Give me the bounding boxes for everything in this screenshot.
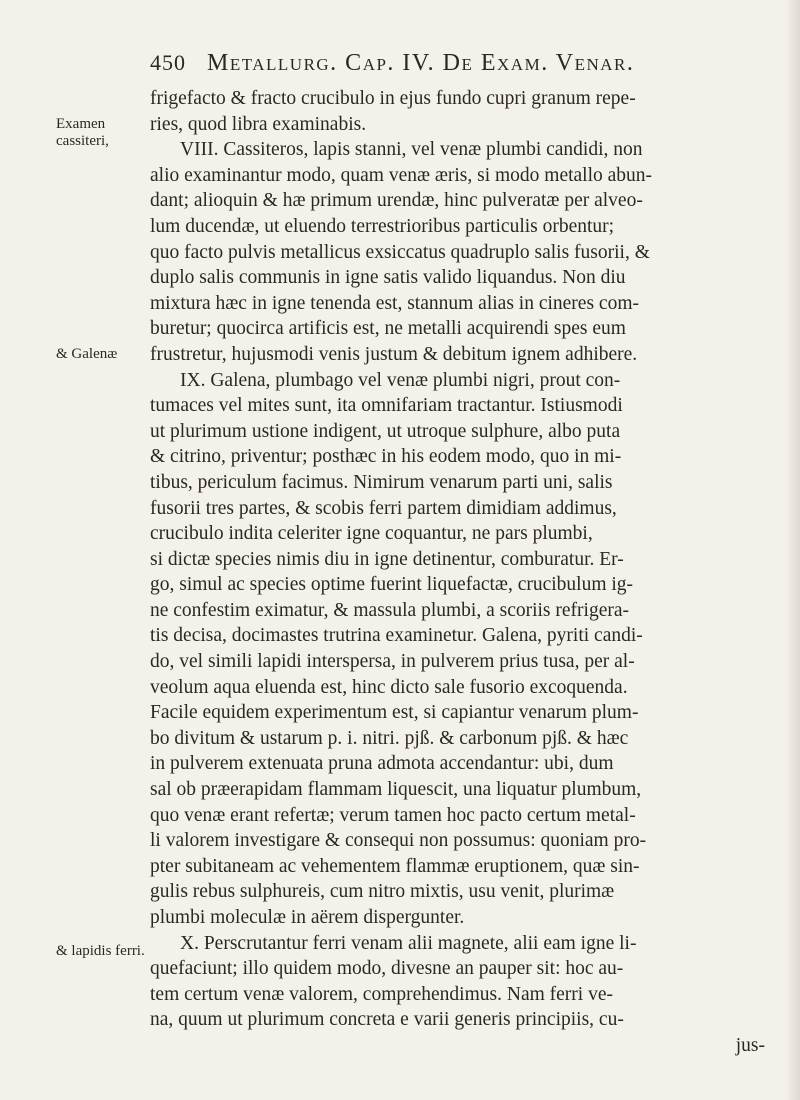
body-text (150, 86, 765, 1059)
text-line: alio examinantur modo, quam venæ æris, si modo metallo abun- (150, 164, 653, 186)
text-line: bo divitum & ustarum p. i. nitri. pjß. & carbonum pjß. & hæc (150, 727, 629, 749)
text-line: ut plurimum ustione indigent, ut utroque sulphure, albo puta (150, 420, 621, 442)
text-line: lum ducendæ, ut eluendo terrestrioribus particulis orbentur; (150, 215, 615, 237)
text-line: li valorem investigare & consequi non possumus: quoniam pro- (150, 830, 647, 852)
text-line: si dictæ species nimis diu in igne detinentur, comburatur. Er- (150, 548, 624, 570)
text-line: quefaciunt; illo quidem modo, divesne an pauper sit: hoc au- (150, 958, 624, 980)
text-line: Facile equidem experimentum est, si capiantur venarum plum- (150, 702, 639, 724)
text-line: crucibulo indita celeriter igne coquantur, ne pars plumbi, (150, 523, 593, 545)
text-line: veolum aqua eluenda est, hinc dicto sale fusorio excoquenda. (150, 676, 628, 698)
text-line: X. Perscrutantur ferri venam alii magnete, alii eam igne li- (180, 932, 637, 954)
text-line: go, simul ac species optime fuerint liquefactæ, crucibulum ig- (150, 574, 634, 596)
margin-note: & Galenæ (56, 346, 118, 362)
text-line: plumbi moleculæ in aërem dispergunter. (150, 907, 465, 928)
page-number: 450 (150, 50, 186, 75)
text-line: tumaces vel mites sunt, ita omnifariam tractantur. Istiusmodi (150, 395, 623, 417)
text-line: tem certum venæ valorem, comprehendimus. Nam ferri ve- (150, 983, 613, 1005)
text-line: dant; alioquin & hæ primum urendæ, hinc pulveratæ per alveo- (150, 190, 643, 212)
text-line: na, quum ut plurimum concreta e varii generis principiis, cu- (150, 1009, 624, 1031)
text-line: duplo salis communis in igne satis valido liquandus. Non diu (150, 267, 626, 289)
text-line: ries, quod libra examinabis. (150, 113, 367, 135)
text-line: IX. Galena, plumbago vel venæ plumbi nigri, prout con- (180, 369, 621, 391)
text-line: in pulverem extenuata pruna admota accendantur: ubi, dum (150, 753, 614, 775)
margin-note: Examen cassiteri, (56, 116, 109, 149)
catchword: jus- (735, 1034, 765, 1056)
text-line: VIII. Cassiteros, lapis stanni, vel venæ plumbi candidi, non (180, 139, 643, 161)
text-line: tis decisa, docimastes trutrina examinetur. Galena, pyriti candi- (150, 625, 643, 647)
text-line: pter subitaneam ac vehementem flammæ eruptionem, quæ sin- (150, 855, 640, 877)
text-line: quo facto pulvis metallicus exsiccatus quadruplo salis fusorii, & (150, 241, 650, 263)
text-line: buretur; quocirca artificis est, ne metalli acquirendi spes eum (150, 318, 626, 340)
text-line: fusorii tres partes, & scobis ferri partem dimidiam addimus, (150, 497, 617, 519)
text-line: tibus, periculum facimus. Nimirum venarum parti uni, salis (150, 471, 613, 493)
text-line: quo venæ erant refertæ; verum tamen hoc pacto certum metal- (150, 804, 636, 826)
page-edge-shadow (786, 0, 800, 1100)
text-line: frustretur, hujusmodi venis justum & debitum ignem adhibere. (150, 343, 638, 365)
text-line: ne confestim eximatur, & massula plumbi, a scoriis refrigera- (150, 599, 629, 621)
running-title: Metallurg. Cap. IV. De Exam. Venar. (207, 50, 635, 76)
margin-note: & lapidis ferri. (56, 943, 145, 959)
text-line: gulis rebus sulphureis, cum nitro mixtis, usu venit, plurimæ (150, 881, 615, 903)
running-header (150, 50, 750, 77)
text-line: sal ob præerapidam flammam liquescit, una liquatur plumbum, (150, 779, 642, 801)
text-line: & citrino, priventur; posthæc in his eodem modo, quo in mi- (150, 446, 622, 468)
text-line: do, vel simili lapidi interspersa, in pulverem prius tusa, per al- (150, 651, 635, 673)
text-line: frigefacto & fracto crucibulo in ejus fundo cupri granum repe- (150, 88, 636, 109)
text-line: mixtura hæc in igne tenenda est, stannum alias in cineres com- (150, 292, 639, 314)
